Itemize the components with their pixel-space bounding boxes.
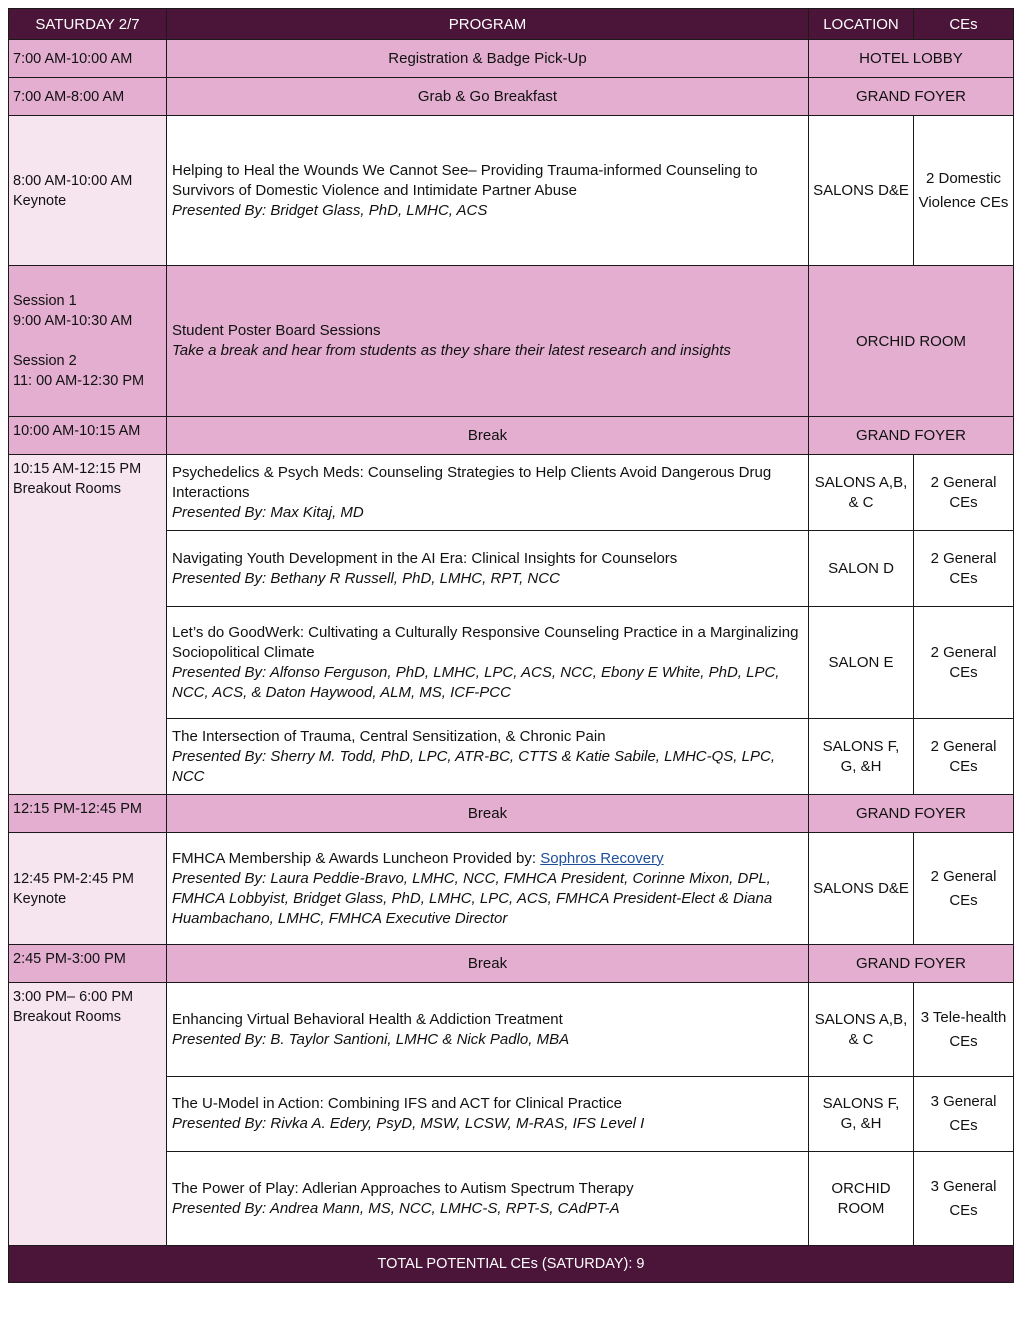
program-cell [167,983,809,1077]
program-cell [167,531,809,607]
table-row [9,40,1014,78]
location-cell: SALONS D&E [809,116,914,266]
session-title [172,849,803,869]
ces-cell: 3 General CEs [914,1152,1014,1246]
ces-cell: 2 General CEs [914,833,1014,945]
ces-cell: 2 General CEs [914,531,1014,607]
schedule-table [8,8,1014,1283]
time-cell: 7:00 AM-10:00 AM [9,40,167,78]
program-cell [167,116,809,266]
table-row [9,455,1014,531]
program-cell: Break [167,417,809,455]
table-row [9,945,1014,983]
presenters: Presented By: Bridget Glass, PhD, LMHC, ACS [172,201,488,219]
location-cell: SALONS F, G, &H [809,719,914,795]
session-title: Student Poster Board Sessions [172,322,381,339]
session-time: 9:00 AM-10:30 AM [13,313,133,329]
program-cell [167,1152,809,1246]
program-cell: Registration & Badge Pick-Up [167,40,809,78]
presenters: Presented By: B. Taylor Santioni, LMHC & Nick Padlo, MBA [172,1030,570,1048]
location-cell: SALON E [809,607,914,719]
table-row [9,983,1014,1077]
footer-row [9,1246,1014,1283]
program-cell [167,455,809,531]
session-type: Keynote [13,192,67,209]
session-title: Navigating Youth Development in the AI Era: Clinical Insights for Counselors [172,549,678,567]
time-text: 3:00 PM– 6:00 PM [13,989,134,1005]
header-location: LOCATION [809,9,914,40]
presenters: Presented By: Alfonso Ferguson, PhD, LMHC, LPC, ACS, NCC, Ebony E White, PhD, LPC, NCC, ACS, & Daton Haywood, ALM, MS, ICF-PCC [172,663,780,701]
header-row [9,9,1014,40]
program-cell [167,833,809,945]
location-cell: SALON D [809,531,914,607]
table-row [9,116,1014,266]
time-cell [9,266,167,417]
program-cell: Grab & Go Breakfast [167,78,809,116]
table-row [9,795,1014,833]
presenters: Presented By: Rivka A. Edery, PsyD, MSW, LCSW, M-RAS, IFS Level I [172,1115,645,1132]
location-cell: SALONS F, G, &H [809,1077,914,1152]
time-text: 8:00 AM-10:00 AM [13,172,133,189]
session-label: Session 1 [13,293,77,309]
time-text: 12:45 PM-2:45 PM [13,870,134,887]
presenters: Presented By: Max Kitaj, MD [172,503,364,521]
location-cell: HOTEL LOBBY [809,40,1014,78]
session-label: Session 2 [13,353,77,369]
location-cell: SALONS A,B, & C [809,455,914,531]
session-time: 11: 00 AM-12:30 PM [13,373,145,389]
program-cell [167,607,809,719]
table-row [9,417,1014,455]
program-cell [167,266,809,417]
program-cell: Break [167,795,809,833]
session-title: Helping to Heal the Wounds We Cannot See– Providing Trauma-informed Counseling to Survivors of Domestic Violence and Intimidate Partner Abuse [172,161,758,199]
program-cell [167,719,809,795]
session-title: Let’s do GoodWerk: Cultivating a Culturally Responsive Counseling Practice in a Marginalizing Sociopolitical Climate [172,623,799,661]
location-cell: SALONS D&E [809,833,914,945]
presenters: Presented By: Andrea Mann, MS, NCC, LMHC-S, RPT-S, CAdPT-A [172,1199,620,1217]
time-text: 10:15 AM-12:15 PM [13,461,142,477]
session-type: Breakout Rooms [13,1009,121,1025]
title-text: FMHCA Membership & Awards Luncheon Provided by: [172,849,541,867]
time-cell [9,983,167,1246]
location-cell: GRAND FOYER [809,417,1014,455]
sponsor-link[interactable]: Sophros Recovery [540,849,664,867]
session-title: Enhancing Virtual Behavioral Health & Addiction Treatment [172,1010,563,1028]
ces-cell: 3 Tele-health CEs [914,983,1014,1077]
total-ces: TOTAL POTENTIAL CEs (SATURDAY): 9 [9,1246,1014,1283]
location-cell: ORCHID ROOM [809,1152,914,1246]
presenters: Presented By: Bethany R Russell, PhD, LMHC, RPT, NCC [172,569,560,587]
session-title: The Intersection of Trauma, Central Sensitization, & Chronic Pain [172,727,606,745]
program-cell [167,1077,809,1152]
session-type: Keynote [13,890,67,907]
presenters: Presented By: Sherry M. Todd, PhD, LPC, ATR-BC, CTTS & Katie Sabile, LMHC-QS, LPC, NCC [172,747,775,785]
header-program: PROGRAM [167,9,809,40]
location-cell: GRAND FOYER [809,795,1014,833]
location-cell: ORCHID ROOM [809,266,1014,417]
ces-cell: 3 General CEs [914,1077,1014,1152]
program-cell: Break [167,945,809,983]
time-cell [9,455,167,795]
session-description: Take a break and hear from students as they share their latest research and insights [172,342,731,359]
location-cell: GRAND FOYER [809,78,1014,116]
session-type: Breakout Rooms [13,481,121,497]
location-cell: GRAND FOYER [809,945,1014,983]
header-ces: CEs [914,9,1014,40]
time-cell: 12:15 PM-12:45 PM [9,795,167,833]
ces-cell: 2 Domestic Violence CEs [914,116,1014,266]
location-cell: SALONS A,B, & C [809,983,914,1077]
ces-cell: 2 General CEs [914,719,1014,795]
time-cell: 7:00 AM-8:00 AM [9,78,167,116]
table-row [9,266,1014,417]
ces-cell: 2 General CEs [914,455,1014,531]
presenters: Presented By: Laura Peddie-Bravo, LMHC, NCC, FMHCA President, Corinne Mixon, DPL, FMHCA Lobbyist, Bridget Glass, PhD, LMHC, LPC, ACS, FMHCA President-Elect & Diana Huambachano, LMHC, FMHCA Executive Director [172,869,773,927]
time-cell: 2:45 PM-3:00 PM [9,945,167,983]
time-cell: 10:00 AM-10:15 AM [9,417,167,455]
time-cell [9,833,167,945]
session-title: The U-Model in Action: Combining IFS and ACT for Clinical Practice [172,1095,622,1112]
header-day: SATURDAY 2/7 [9,9,167,40]
table-row [9,833,1014,945]
table-row [9,78,1014,116]
session-title: The Power of Play: Adlerian Approaches to Autism Spectrum Therapy [172,1179,634,1197]
session-title: Psychedelics & Psych Meds: Counseling Strategies to Help Clients Avoid Dangerous Drug Interactions [172,463,772,501]
ces-cell: 2 General CEs [914,607,1014,719]
time-cell [9,116,167,266]
